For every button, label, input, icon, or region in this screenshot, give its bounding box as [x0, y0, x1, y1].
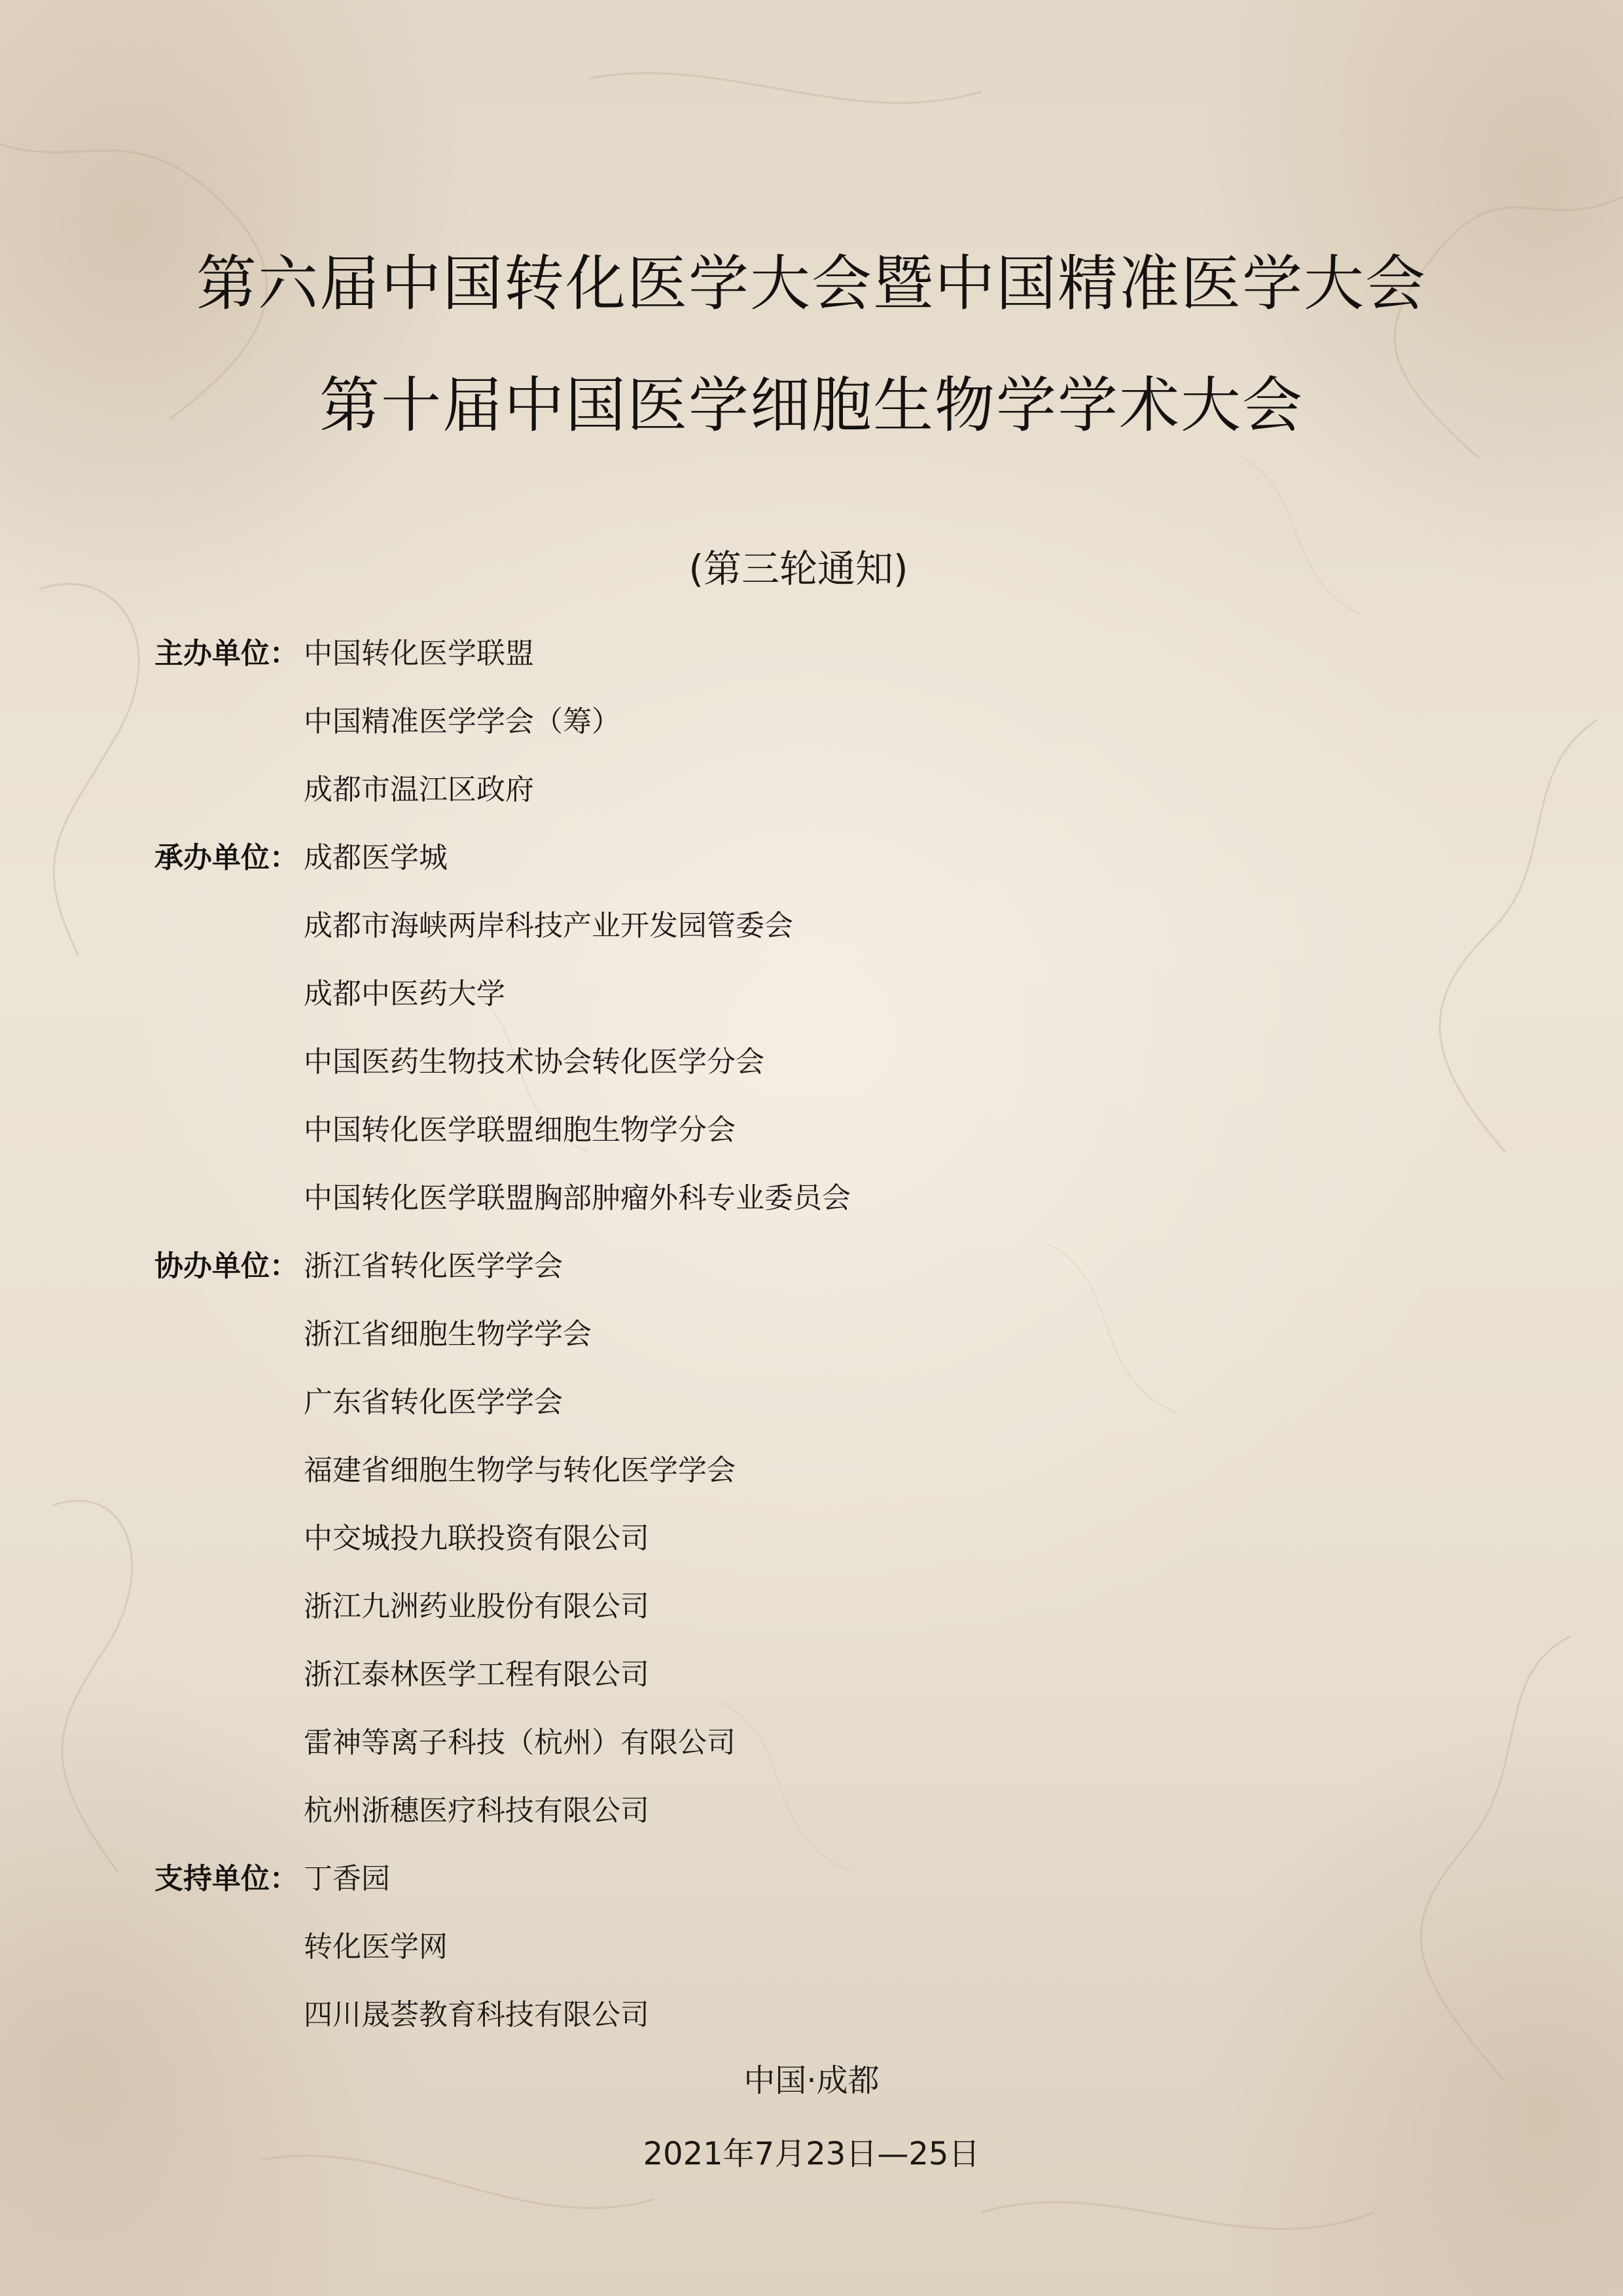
host-label: 主办单位：: [154, 637, 298, 670]
co-organizer-label: 协办单位：: [154, 1249, 298, 1283]
host-item: 成都市温江区政府: [304, 773, 534, 806]
organizer-item: 中国转化医学联盟细胞生物学分会: [304, 1113, 736, 1147]
organizer-label: 承办单位：: [154, 841, 298, 874]
title-line-1: 第六届中国转化医学大会暨中国精准医学大会: [196, 249, 1427, 319]
organizer-item: 中国医药生物技术协会转化医学分会: [304, 1045, 764, 1079]
supporter-item: 转化医学网: [304, 1930, 448, 1964]
co-organizer-item: 中交城投九联投资有限公司: [304, 1522, 649, 1555]
title-line-2: 第十届中国医学细胞生物学学术大会: [319, 370, 1304, 440]
co-organizer-item: 广东省转化医学学会: [304, 1386, 563, 1419]
organizer-item: 中国转化医学联盟胸部肿瘤外科专业委员会: [304, 1181, 851, 1215]
co-organizer-item: 雷神等离子科技（杭州）有限公司: [304, 1726, 736, 1759]
notice-round: (第三轮通知): [688, 547, 908, 591]
co-organizer-item: 福建省细胞生物学与转化医学学会: [304, 1454, 736, 1487]
organizer-item: 成都中医药大学: [304, 977, 505, 1011]
co-organizer-item: 杭州浙穗医疗科技有限公司: [304, 1794, 649, 1827]
supporter-item: 丁香园: [304, 1862, 390, 1895]
co-organizer-item: 浙江九洲药业股份有限公司: [304, 1590, 649, 1623]
conference-location: 中国·成都: [743, 2062, 880, 2099]
co-organizer-item: 浙江省转化医学学会: [304, 1249, 563, 1283]
co-organizer-item: 浙江泰林医学工程有限公司: [304, 1658, 649, 1691]
supporter-label: 支持单位：: [154, 1862, 298, 1895]
organizer-item: 成都医学城: [304, 841, 448, 874]
host-item: 中国精准医学学会（筹）: [304, 705, 620, 738]
host-item: 中国转化医学联盟: [304, 637, 534, 670]
conference-dates: 2021年7月23日—25日: [643, 2136, 980, 2172]
supporter-item: 四川晟荟教育科技有限公司: [304, 1998, 649, 2032]
co-organizer-item: 浙江省细胞生物学学会: [304, 1318, 592, 1351]
organizer-item: 成都市海峡两岸科技产业开发园管委会: [304, 909, 793, 942]
